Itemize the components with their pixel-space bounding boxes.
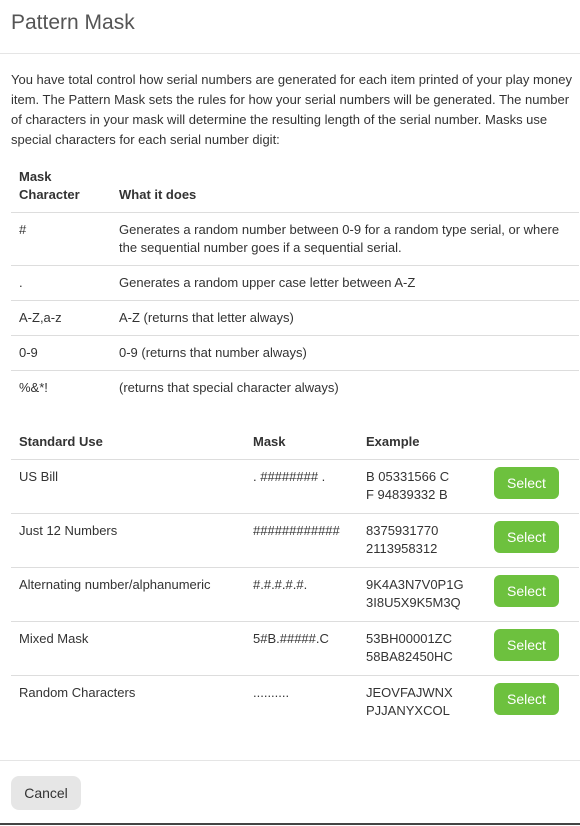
- mask-character: %&*!: [19, 380, 48, 395]
- table-row: [11, 622, 579, 676]
- table-row: [11, 568, 579, 622]
- mask-character: 0-9: [11, 336, 111, 371]
- header-what-it-does: What it does: [111, 168, 579, 213]
- header-action: [486, 433, 579, 460]
- mask-character: #: [11, 213, 111, 266]
- mask-character: .: [11, 266, 111, 301]
- mask-description: Generates a random number between 0-9 for a random type serial, or where the sequential number goes if a sequential serial.: [111, 213, 579, 266]
- select-button[interactable]: Select: [494, 467, 559, 499]
- table-row: [11, 213, 579, 266]
- action-cell: [486, 568, 579, 622]
- example-line-2: F 94839332 B: [366, 487, 448, 502]
- intro-text: You have total control how serial numbers are generated for each item printed of your play money item. The Pattern Mask sets the rules for how your serial numbers will be generated. The number of characters in your mask will determine the resulting length of the serial number. Masks use special characters for each serial number digit:: [11, 72, 573, 147]
- example-line-1: JEOVFAJWNX: [366, 685, 453, 700]
- standard-use-name: US Bill: [11, 460, 245, 514]
- example-line-2: 2113958312: [366, 541, 438, 556]
- example-line-2: 3I8U5X9K5M3Q: [366, 595, 461, 610]
- table-row: [11, 371, 579, 406]
- dialog-title: Pattern Mask: [11, 11, 135, 34]
- example-line-1: 8375931770: [366, 523, 439, 538]
- table-row: [11, 336, 579, 371]
- action-cell: [486, 676, 579, 730]
- table-header-row: [11, 433, 579, 460]
- table-row: [11, 514, 579, 568]
- standard-use-example: [358, 460, 486, 514]
- example-line-2: 58BA82450HC: [366, 649, 453, 664]
- table-row: [11, 460, 579, 514]
- header-mask: Mask: [245, 433, 358, 460]
- standard-use-mask: ..........: [253, 685, 290, 700]
- standard-use-example: [358, 676, 486, 730]
- standard-use-example: [358, 622, 486, 676]
- mask-description: A-Z (returns that letter always): [111, 301, 579, 336]
- example-line-1: 9K4A3N7V0P1G: [366, 577, 464, 592]
- header-mask-character: Mask Character: [11, 168, 111, 213]
- cancel-button[interactable]: Cancel: [11, 776, 81, 810]
- standard-use-example: [358, 514, 486, 568]
- table-row: [11, 676, 579, 730]
- standard-use-name: Just 12 Numbers: [11, 514, 245, 568]
- standard-use-mask: ############: [245, 514, 358, 568]
- dialog-footer: [0, 760, 580, 826]
- header-standard-use: Standard Use: [11, 433, 245, 460]
- mask-description: (returns that special character always): [119, 380, 339, 395]
- standard-use-name: Mixed Mask: [11, 622, 245, 676]
- standard-use-mask: . ######## .: [245, 460, 358, 514]
- table-row: [11, 301, 579, 336]
- action-cell: [486, 460, 579, 514]
- select-button[interactable]: Select: [494, 521, 559, 553]
- mask-description: 0-9 (returns that number always): [111, 336, 579, 371]
- example-line-2: PJJANYXCOL: [366, 703, 450, 718]
- select-button[interactable]: Select: [494, 683, 559, 715]
- standard-use-name: Alternating number/alphanumeric: [11, 568, 245, 622]
- table-row: [11, 266, 579, 301]
- standard-use-mask: 5#B.#####.C: [245, 622, 358, 676]
- action-cell: [486, 514, 579, 568]
- standard-use-mask: #.#.#.#.#.: [245, 568, 358, 622]
- mask-character: A-Z,a-z: [11, 301, 111, 336]
- header-example: Example: [358, 433, 486, 460]
- standard-use-name: Random Characters: [19, 685, 136, 700]
- standard-use-example: [358, 568, 486, 622]
- select-button[interactable]: Select: [494, 629, 559, 661]
- standard-use-table: [11, 433, 579, 729]
- example-line-1: B 05331566 C: [366, 469, 450, 484]
- select-button[interactable]: Select: [494, 575, 559, 607]
- mask-description: Generates a random upper case letter between A-Z: [111, 266, 579, 301]
- table-header-row: [11, 168, 579, 213]
- example-line-1: 53BH00001ZC: [366, 631, 452, 646]
- action-cell: [486, 622, 579, 676]
- dialog-header: [0, 0, 580, 54]
- mask-character-table: [11, 168, 579, 405]
